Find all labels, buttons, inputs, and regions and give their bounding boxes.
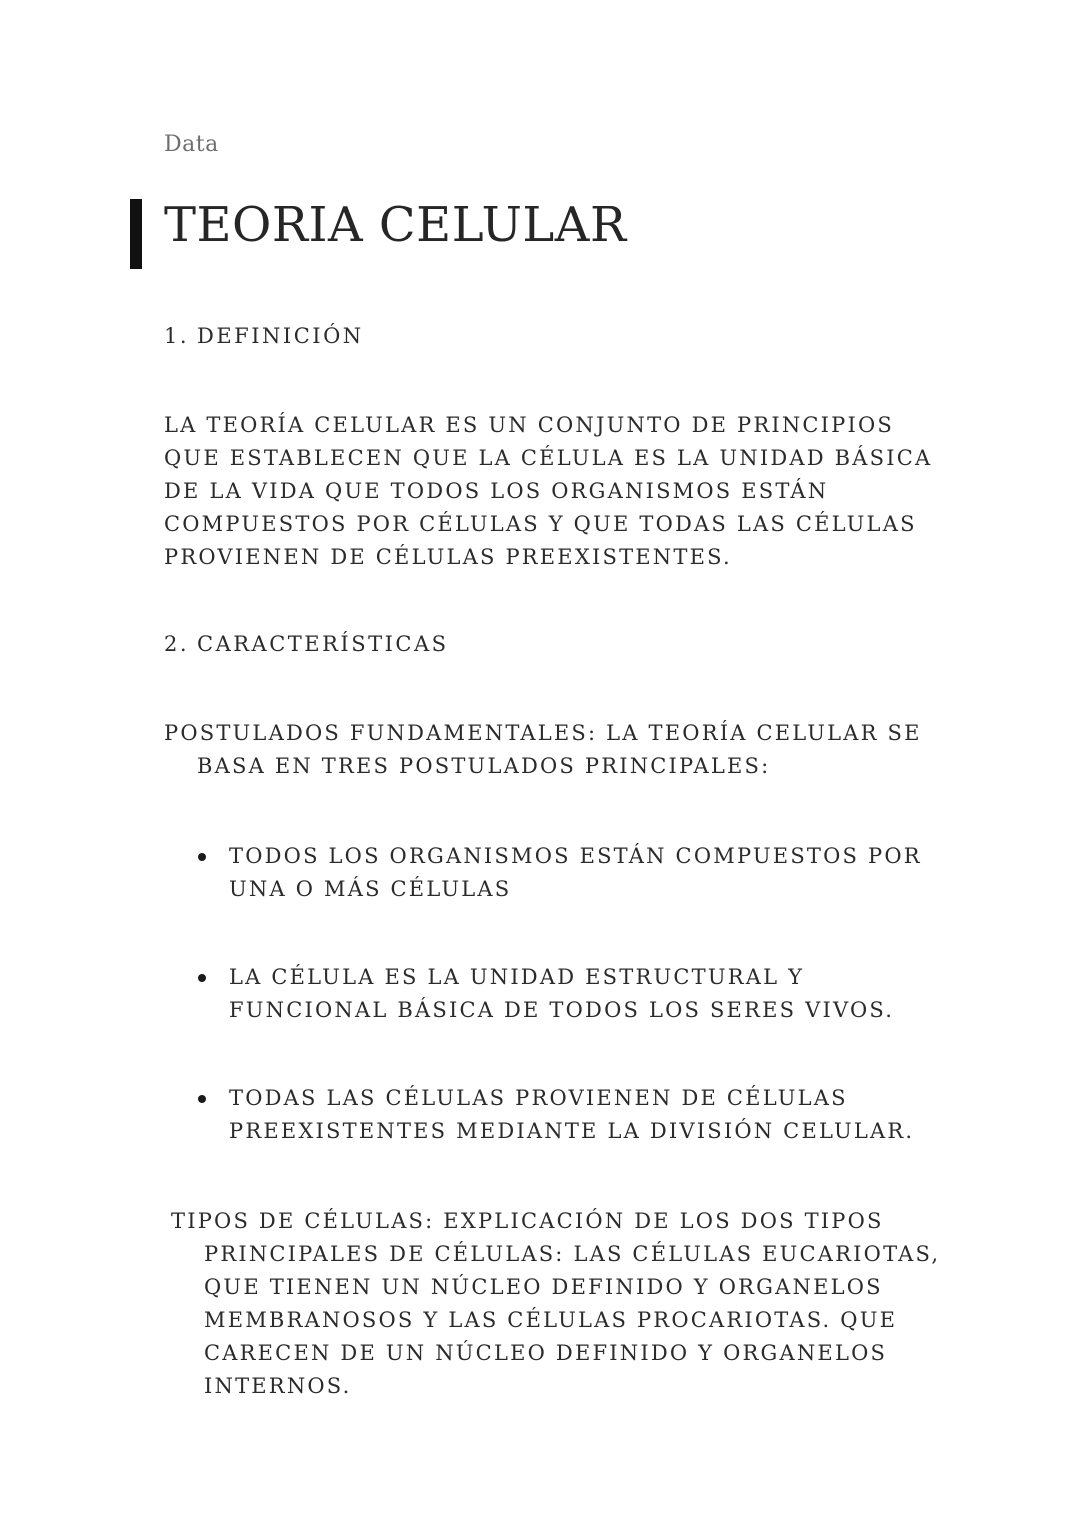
- section-number: 1.: [164, 324, 190, 348]
- page-title: TEORIA CELULAR: [164, 197, 627, 253]
- list-item: [196, 840, 936, 906]
- list-item-text: LA CÉLULA ES LA UNIDAD ESTRUCTURAL Y FUNCIONAL BÁSICA DE TODOS LOS SERES VIVOS.: [229, 965, 895, 1022]
- section-title: CARACTERÍSTICAS: [197, 632, 449, 656]
- bullet-icon: [198, 1095, 206, 1103]
- section-heading-definicion: [164, 324, 364, 348]
- definition-paragraph: LA TEORÍA CELULAR ES UN CONJUNTO DE PRINCIPIOS QUE ESTABLECEN QUE LA CÉLULA ES LA UNIDAD BÁSICA DE LA VIDA QUE TODOS LOS ORGANISMOS ESTÁN COMPUESTOS POR CÉLULAS Y QUE TODAS LAS CÉLULAS PROVIENEN DE CÉLULAS PREEXISTENTES.: [164, 413, 933, 569]
- bullet-icon: [198, 853, 206, 861]
- section-title: DEFINICIÓN: [197, 324, 364, 348]
- section-number: 2.: [164, 632, 190, 656]
- list-item: [196, 961, 936, 1027]
- tipos-celulas-paragraph: TIPOS DE CÉLULAS: EXPLICACIÓN DE LOS DOS TIPOS PRINCIPALES DE CÉLULAS: LAS CÉLULAS EUCARIOTAS, QUE TIENEN UN NÚCLEO DEFINIDO Y ORGANELOS MEMBRANOSOS Y LAS CÉLULAS PROCARIOTAS. QUE CARECEN DE UN NÚCLEO DEFINIDO Y ORGANELOS INTERNOS.: [171, 1209, 941, 1398]
- list-item-text: TODOS LOS ORGANISMOS ESTÁN COMPUESTOS POR UNA O MÁS CÉLULAS: [229, 844, 922, 901]
- list-item: [196, 1082, 936, 1148]
- section-heading-caracteristicas: [164, 632, 449, 656]
- date-label: Data: [164, 132, 219, 157]
- bullet-icon: [198, 974, 206, 982]
- postulados-paragraph: POSTULADOS FUNDAMENTALES: LA TEORÍA CELULAR SE BASA EN TRES POSTULADOS PRINCIPALES:: [164, 721, 922, 778]
- list-item-text: TODAS LAS CÉLULAS PROVIENEN DE CÉLULAS PREEXISTENTES MEDIANTE LA DIVISIÓN CELULAR.: [229, 1086, 915, 1143]
- postulados-list: [196, 840, 936, 1203]
- title-accent-bar: [130, 199, 142, 269]
